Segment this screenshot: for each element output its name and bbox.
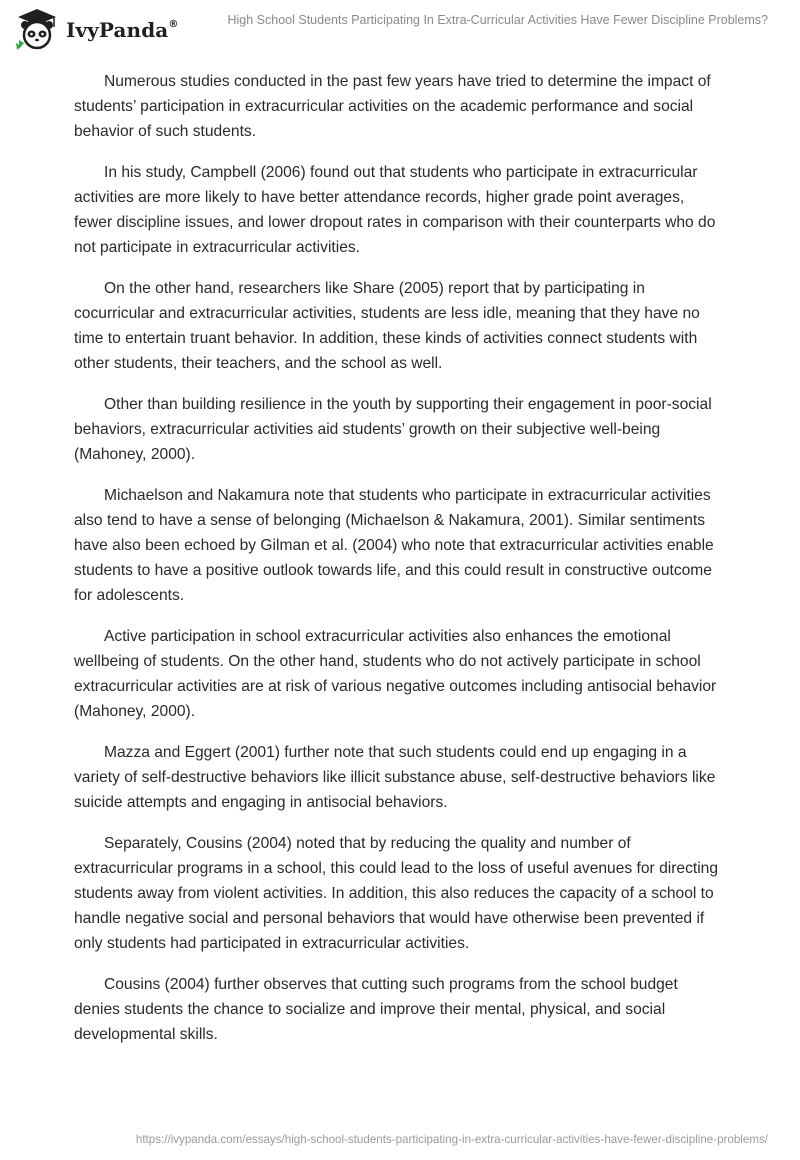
paragraph: On the other hand, researchers like Share (2005) report that by participating in cocurricular and extracurricular activities, students are less idle, meaning that they have no time to entertain truant behavior. In addition, these kinds of activities connect students with other students, their teachers, and the school as well.: [74, 280, 700, 372]
paragraph: Mazza and Eggert (2001) further note that such students could end up engaging in a variety of self-destructive behaviors like illicit substance abuse, self-destructive behaviors like suicide attempts and engaging in antisocial behaviors.: [74, 744, 716, 811]
logo-wordmark: [66, 18, 178, 42]
panda-graduate-icon: [14, 7, 60, 51]
document-title: High School Students Participating In Extra-Curricular Activities Have Fewer Discipline Problems?: [227, 13, 768, 27]
registered-mark: ®: [168, 19, 179, 31]
paragraph: Numerous studies conducted in the past few years have tried to determine the impact of students’ participation in extracurricular activities on the academic performance and social behavior of such students.: [74, 73, 711, 140]
paragraph: Michaelson and Nakamura note that students who participate in extracurricular activities also tend to have a sense of belonging (Michaelson & Nakamura, 2001). Similar sentiments have also been echoed by Gilman et al. (2004) who note that extracurricular activities enable students to have a positive outlook towards life, and this could result in constructive outcome for adolescents.: [74, 487, 714, 604]
source-url[interactable]: https://ivypanda.com/essays/high-school-students-participating-in-extra-curricular-activities-have-fewer-discipline-problems/: [135, 1133, 768, 1146]
paragraph: Cousins (2004) further observes that cutting such programs from the school budget denies students the chance to socialize and improve their mental, physical, and social developmental skills.: [74, 976, 678, 1043]
ivypanda-logo[interactable]: [14, 7, 178, 51]
paragraph: Active participation in school extracurricular activities also enhances the emotional wellbeing of students. On the other hand, students who do not actively participate in school extracurricular activities are at risk of various negative outcomes including antisocial behavior (Mahoney, 2000).: [74, 628, 717, 720]
page-header: [0, 0, 800, 60]
essay-body: [74, 69, 726, 1063]
logo-text: IvyPanda: [66, 18, 169, 42]
paragraph: Separately, Cousins (2004) noted that by reducing the quality and number of extracurricular programs in a school, this could lead to the loss of useful avenues for directing students away from violent activities. In addition, this also reduces the capacity of a school to handle negative social and personal behaviors that would have otherwise been prevented if only students had participated in extracurricular activities.: [74, 835, 719, 952]
paragraph: Other than building resilience in the youth by supporting their engagement in poor-social behaviors, extracurricular activities aid students’ growth on their subjective well-being (Mahoney, 2000).: [74, 396, 712, 463]
paragraph: In his study, Campbell (2006) found out that students who participate in extracurricular activities are more likely to have better attendance records, higher grade point averages, fewer discipline issues, and lower dropout rates in comparison with their counterparts who do not participate in extracurricular activities.: [74, 164, 716, 256]
